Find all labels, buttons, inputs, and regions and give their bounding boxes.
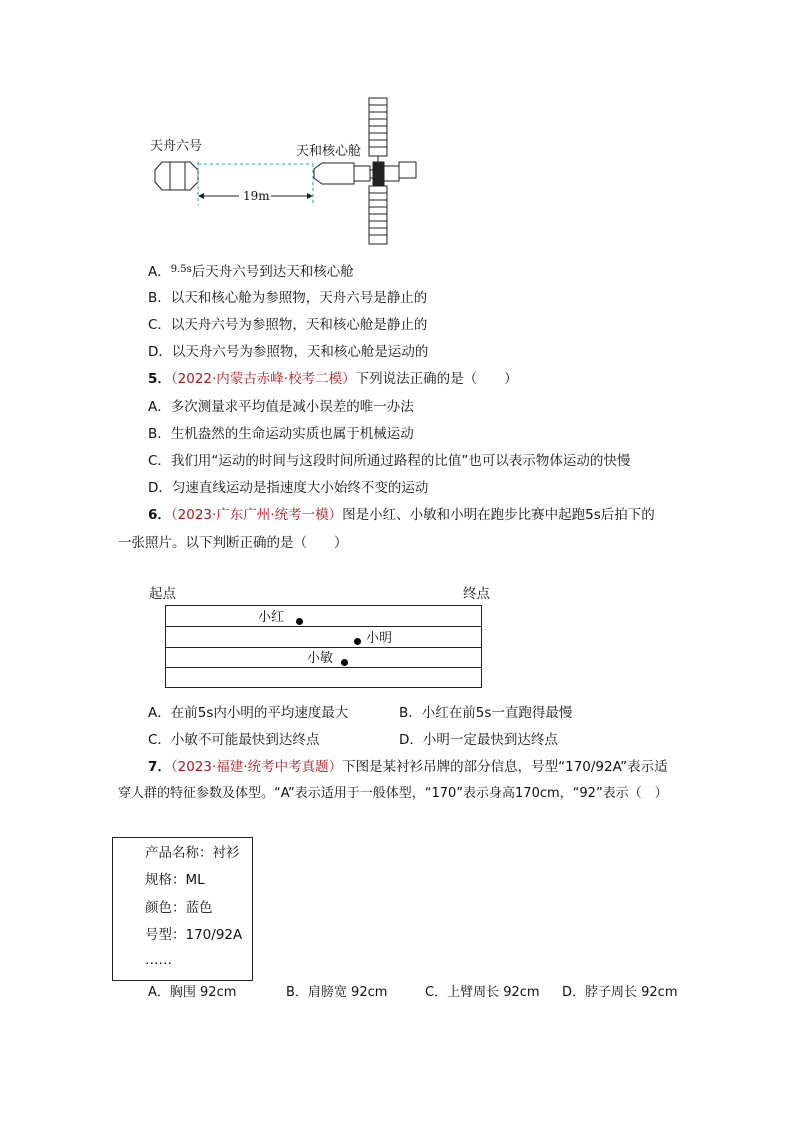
q4-option-b: B．以天和核心舱为参照物，天舟六号是静止的 [148, 290, 428, 306]
tianzhou-capsule [155, 162, 198, 190]
track-finish-label: 终点 [463, 586, 490, 602]
q4-option-c: C．以天舟六号为参照物，天和核心舱是静止的 [148, 317, 428, 333]
q5-option-c: C．我们用“运动的时间与这段时间所通过路程的比值”也可以表示物体运动的快慢 [148, 453, 631, 469]
q6-option-d: D．小明一定最快到达终点 [399, 732, 558, 748]
q6-option-c: C．小敏不可能最快到达终点 [148, 732, 320, 748]
q7-number: 7． [148, 759, 171, 775]
runner-dot-xiaohong [296, 618, 303, 625]
track-lane-2 [165, 626, 482, 648]
track-start-label: 起点 [149, 586, 176, 602]
q5-option-d: D．匀速直线运动是指速度大小始终不变的运动 [148, 480, 429, 496]
distance-label: 19m [243, 189, 270, 203]
runner-label-xiaomin: 小敏 [307, 651, 334, 666]
q7-option-c: C．上臂周长 92cm [425, 985, 540, 1000]
q5-stem-text: 下列说法正确的是（ ） [355, 371, 518, 387]
tianhe-module [314, 162, 416, 186]
q5-option-b: B．生机盎然的生命运动实质也属于机械运动 [148, 426, 414, 442]
q4-option-d: D．以天舟六号为参照物，天和核心舱是运动的 [148, 344, 429, 360]
runner-label-xiaoming: 小明 [366, 631, 393, 646]
label-tianzhou: 天舟六号 [150, 139, 203, 154]
q6-stem-line2: 一张照片。以下判断正确的是（ ） [118, 535, 348, 551]
q7-option-d: D．脖子周长 92cm [562, 985, 678, 1000]
q5-option-a: A．多次测量求平均值是减小误差的唯一办法 [148, 399, 414, 415]
q6-stem-text: 图是小红、小敏和小明在跑步比赛中起跑5s后拍下的 [342, 507, 655, 523]
q7-source: （2023·福建·统考中考真题） [170, 759, 343, 775]
tag-size: 号型：170/92A [145, 927, 243, 943]
docking-diagram [140, 92, 440, 252]
q7-option-a: A．胸围 92cm [148, 985, 237, 1000]
q7-option-b: B．肩膀宽 92cm [286, 985, 388, 1000]
solar-panel-bottom [369, 186, 387, 244]
q6-number: 6． [148, 507, 171, 523]
q6-stem-line1 [148, 506, 655, 524]
track-lane-4 [165, 667, 482, 688]
q5-stem [148, 370, 518, 388]
runner-label-xiaohong: 小红 [258, 610, 285, 625]
tag-more: …… [145, 952, 172, 968]
q4-option-a-time: 9.5s [170, 264, 192, 275]
track-lane-1 [165, 605, 482, 627]
runner-dot-xiaomin [341, 659, 348, 666]
tag-spec: 规格：ML [145, 872, 205, 888]
q6-option-b: B．小红在前5s一直跑得最慢 [399, 705, 573, 721]
q7-stem-line2: 穿人群的特征参数及体型。“A”表示适用于一般体型，“170”表示身高170cm，“92”表示（ ） [118, 786, 668, 801]
q7-stem-text: 下图是某衬衫吊牌的部分信息，号型“170/92A”表示适 [342, 759, 668, 775]
label-tianhe: 天和核心舱 [296, 144, 362, 159]
runner-dot-xiaoming [354, 638, 361, 645]
tag-color: 颜色：蓝色 [145, 900, 213, 916]
q5-source: （2022·内蒙古赤峰·校考二模） [170, 371, 356, 387]
solar-panel-top [369, 98, 387, 162]
q4-option-a: A．$^{9.5s}$后天舟六号到达天和核心舱 [148, 264, 354, 280]
q6-source: （2023·广东广州·统考一模） [170, 507, 343, 523]
q7-stem-line1 [148, 758, 668, 776]
q4-option-a-text: 后天舟六号到达天和核心舱 [191, 264, 354, 280]
q5-number: 5． [148, 371, 171, 387]
q6-option-a: A．在前5s内小明的平均速度最大 [148, 705, 349, 721]
tag-product-name: 产品名称：衬衫 [145, 845, 240, 861]
